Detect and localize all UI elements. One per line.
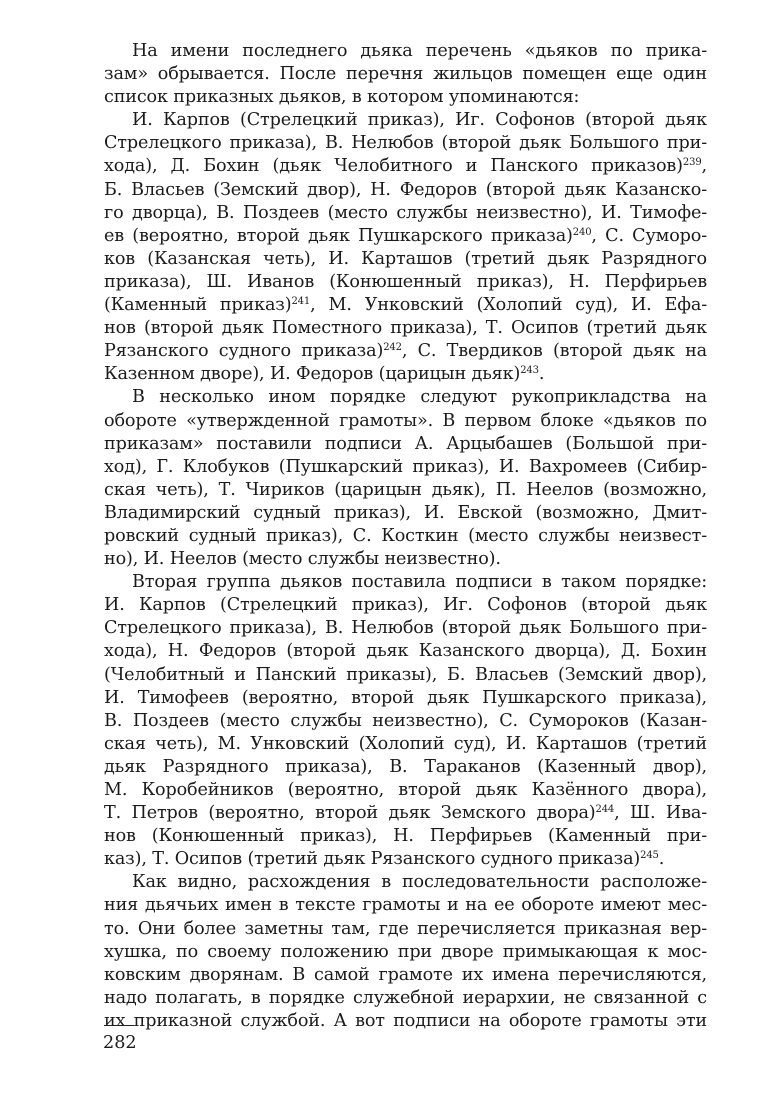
text-line-content: ская четь), М. Унковский (Холопий суд), И. Карташов (третий [104, 733, 707, 754]
text-line [104, 594, 707, 617]
text-line [104, 941, 707, 964]
text-line [104, 617, 707, 640]
text-line-content: хода), Н. Федоров (второй дьяк Казанского дворца), Д. Бохин [104, 641, 707, 662]
text-line [104, 479, 707, 502]
text-line [104, 687, 707, 710]
text-line-content: надо полагать, в порядке служебной иерархии, не связанной с [104, 987, 707, 1008]
text-line [104, 86, 707, 109]
footnote-ref: 239 [682, 157, 702, 169]
text-line-content: ков (Казанская четь), И. Карташов (третий дьяк Разрядного [104, 248, 707, 269]
text-line-content: зам» обрывается. После перечня жильцов помещен еще один [104, 64, 707, 85]
text-line [104, 640, 707, 663]
text-line [104, 825, 707, 848]
text-line-content: И. Тимофеев (вероятно, второй дьяк Пушкарского приказа), [104, 687, 707, 708]
text-line [104, 340, 707, 363]
text-line-content: ская четь), Т. Чириков (царицын дьяк), П. Неелов (возможно, [104, 479, 707, 500]
text-line-tail: . [538, 364, 545, 385]
text-line [104, 733, 707, 756]
text-line-content: Казенном дворе), И. Федоров (царицын дьяк) [104, 364, 521, 385]
text-line [104, 248, 707, 271]
footnote-ref: 245 [640, 850, 659, 862]
text-line [104, 802, 707, 825]
text-line-content: Рязанского судного приказа) [104, 341, 384, 362]
text-line-content: Т. Петров (вероятно, второй дьяк Земского двора) [104, 803, 596, 824]
text-line-content: На имени последнего дьяка перечень «дьяков по прика- [132, 41, 707, 61]
text-line-content: хушка, по своему положению при дворе примыкающая к мос- [104, 941, 707, 962]
footer-rule [104, 1025, 134, 1026]
text-line [104, 894, 707, 917]
text-line [104, 756, 707, 779]
text-line-content: нов (второй дьяк Поместного приказа), Т. Осипов (третий дьяк [104, 318, 707, 339]
text-line-tail: , Ш. Ива- [614, 803, 707, 824]
text-line-content: приказам» поставили подписи А. Арцыбашев (Большой при- [104, 433, 707, 454]
text-line [104, 571, 707, 594]
text-line [104, 1010, 707, 1033]
text-line-content: ковским дворянам. В самой грамоте их имена перечисляются, [104, 964, 707, 985]
text-line [104, 525, 707, 548]
text-line-content: И. Карпов (Стрелецкий приказ), Иг. Софонов (второй дьяк [104, 595, 707, 616]
text-line [104, 964, 707, 987]
text-line [104, 225, 707, 248]
text-line [104, 179, 707, 202]
text-line-content: Б. Власьев (Земский двор), Н. Федоров (второй дьяк Казанско- [104, 179, 707, 200]
text-line [104, 502, 707, 525]
text-line-content: ев (вероятно, второй дьяк Пушкарского приказа) [104, 225, 573, 246]
text-line [104, 155, 707, 178]
footnote-ref: 241 [291, 296, 311, 308]
text-line-content: (Челобитный и Панский приказы), Б. Власьев (Земский двор), [104, 664, 707, 685]
text-line-content: М. Коробейников (вероятно, второй дьяк Казённого двора), [104, 780, 707, 800]
text-line-content: приказа), Ш. Иванов (Конюшенный приказ), Н. Перфирьев [104, 271, 707, 292]
text-line [104, 433, 707, 456]
text-line [104, 40, 707, 63]
text-line [104, 918, 707, 941]
text-line-content: ровский судный приказ), С. Косткин (место службы неизвест- [104, 525, 707, 546]
text-line [104, 848, 707, 871]
text-line-tail: , С. Твердиков (второй дьяк на [401, 341, 708, 362]
text-line-tail: , [701, 156, 707, 177]
text-line-tail: . [658, 849, 665, 870]
text-line [104, 456, 707, 479]
text-line [104, 987, 707, 1010]
text-line-content: И. Карпов (Стрелецкий приказ), Иг. Софонов (второй дьяк [132, 110, 707, 131]
page-number: 282 [103, 1033, 137, 1053]
text-line-content: список приказных дьяков, в котором упоминаются: [104, 87, 580, 108]
text-line [104, 386, 707, 409]
text-line-content: хода), Д. Бохин (дьяк Челобитного и Панского приказов) [104, 156, 683, 177]
text-line-content: каз), Т. Осипов (третий дьяк Рязанского судного приказа) [104, 849, 641, 870]
text-line [104, 548, 707, 571]
text-line-content: Стрелецкого приказа), В. Нелюбов (второй дьяк Большого при- [104, 133, 707, 154]
text-line [104, 664, 707, 687]
text-line-content: Вторая группа дьяков поставила подписи в таком порядке: [132, 572, 707, 593]
footnote-ref: 242 [383, 342, 402, 354]
text-line-content: Стрелецкого приказа), В. Нелюбов (второй дьяк Большого при- [104, 618, 707, 639]
text-line-content: но), И. Неелов (место службы неизвестно). [104, 549, 501, 570]
text-line-content: Как видно, расхождения в последовательности расположе- [132, 872, 707, 893]
text-line-tail: , М. Унковский (Холопий суд), И. Ефа- [310, 295, 707, 316]
text-line [104, 410, 707, 433]
text-line [104, 294, 707, 317]
text-line [104, 317, 707, 340]
text-line-content: их приказной службой. А вот подписи на обороте грамоты эти [104, 1010, 707, 1031]
text-line [104, 132, 707, 155]
text-line-content: дьяк Разрядного приказа), В. Тараканов (Казенный двор), [104, 756, 707, 777]
text-line [104, 109, 707, 132]
text-line-content: (Каменный приказ) [104, 295, 292, 316]
text-line-tail: , С. Суморо- [591, 225, 707, 246]
text-line [104, 271, 707, 294]
page-text [104, 40, 707, 1033]
text-line-content: В. Поздеев (место службы неизвестно), С. Сумороков (Казан- [104, 710, 707, 731]
text-line [104, 779, 707, 802]
text-line-content: то. Они более заметны там, где перечисляется приказная вер- [104, 918, 707, 939]
footnote-ref: 240 [572, 226, 592, 238]
text-line-content: нов (Конюшенный приказ), Н. Перфирьев (Каменный при- [104, 826, 707, 847]
text-line-content: ния дьячьих имен в тексте грамоты и на ее обороте имеют мес- [104, 895, 707, 916]
footnote-ref: 244 [595, 804, 615, 816]
text-line [104, 202, 707, 225]
text-line-content: ход), Г. Клобуков (Пушкарский приказ), И. Вахромеев (Сибир- [104, 456, 707, 477]
text-line-content: Владимирский судный приказ), И. Евской (возможно, Дмит- [104, 502, 707, 523]
text-line [104, 710, 707, 733]
text-line-content: го дворца), В. Поздеев (место службы неизвестно), И. Тимофе- [104, 202, 707, 223]
text-line [104, 363, 707, 386]
text-line-content: В несколько ином порядке следуют рукоприкладства на [132, 387, 707, 408]
footnote-ref: 243 [520, 365, 539, 377]
text-line [104, 871, 707, 894]
text-line [104, 63, 707, 86]
text-line-content: обороте «утвержденной грамоты». В первом блоке «дьяков по [104, 410, 707, 431]
